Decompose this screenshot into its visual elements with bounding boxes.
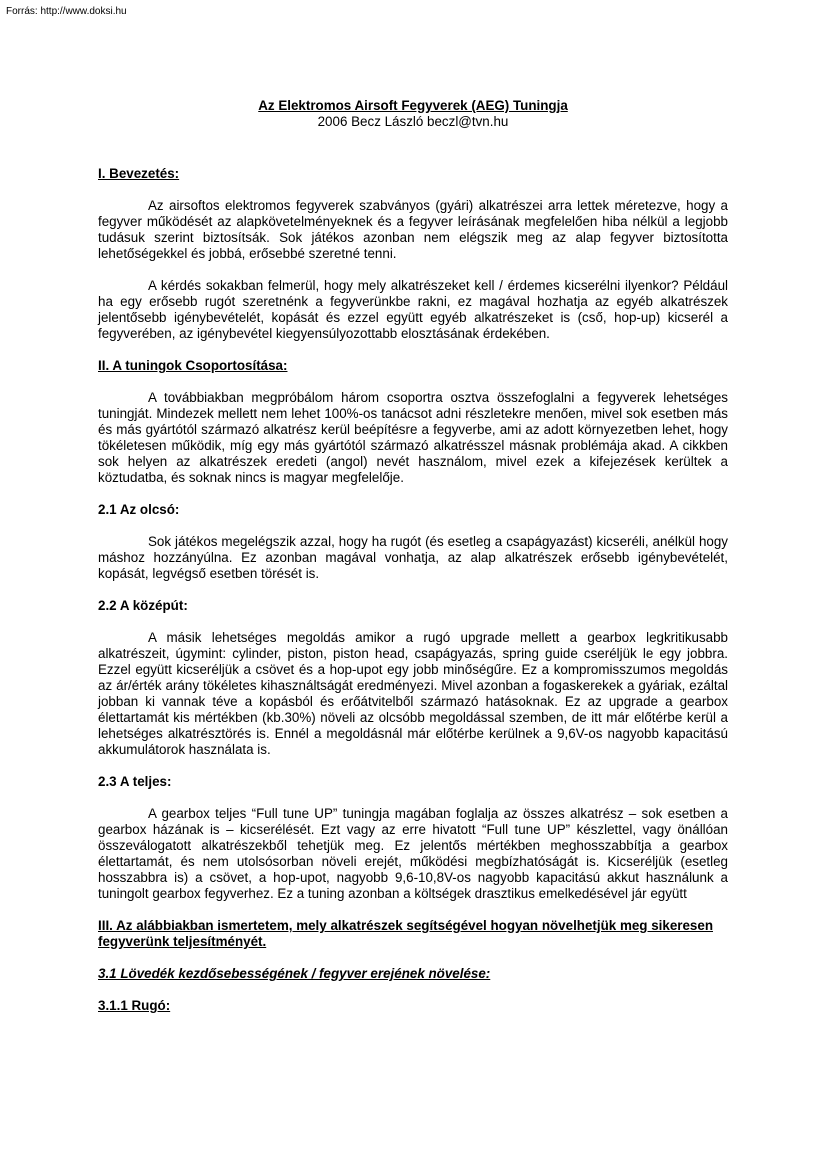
paragraph-groups-1: A továbbiakban megpróbálom három csoportra osztva összefoglalni a fegyverek lehetséges tuningját. Mindezek mellett nem lehet 100%-os tanácsot adni részletekre menően, mivel sok esetben más és más gyártótól származó alkatrész kerül beépítésre a fegyverbe, ami az adott környezetben lehet, hogy tökéletesen működik, míg egy más gyártótól származó alkatrésszel másnak problémája akad. A cikkben sok helyen az alkatrészek eredeti (angol) nevét használom, mivel ezek a kifejezések kerültek a köztudatba, és soknak nincs is magyar megfelelője. [98, 390, 728, 485]
paragraph-cheap-1: Sok játékos megelégszik azzal, hogy ha rugót (és esetleg a csapágyazást) kicseréli, anélkül hogy máshoz hozzányúlna. Ez azonban magával vonhatja, az alap alkatrészek erősebb igénybevételét, kopását, legvégső esetben törését is. [98, 534, 728, 581]
paragraph-middle-1: A másik lehetséges megoldás amikor a rugó upgrade mellett a gearbox legkritikusabb alkatrészeit, úgymint: cylinder, piston, piston head, csapágyazás, spring guide cseréljük le egy jobbra. Ezzel együtt kicseréljük a csövet és a hop-upot egy jobb minőségűre. Ez a kompromisszumos megoldás az ár/érték arány tökéletes kihasználtságát eredményezi. Mivel azonban a fogaskerekek a gyáriak, ezáltal jobban ki vannak téve a kopásból és erőátvitelből származó hatásoknak. Ez az upgrade a gearbox élettartamát kis mértékben (kb.30%) növeli az olcsóbb megoldással szemben, de itt már előtérbe kerül a lehetséges alkatrésztörés is. Ennél a megoldásnál már előtérbe kerülnek a 9,6V-os nagyobb kapacitású akkumulátorok használata is. [98, 630, 728, 757]
section-heading-groups: II. A tuningok Csoportosítása: [98, 358, 288, 373]
paragraph-intro-1: Az airsoftos elektromos fegyverek szabványos (gyári) alkatrészei arra lettek méretezve, hogy a fegyver működését az alapkövetelményeknek és a fegyver leírásának megfelelően hiba nélkül a legjobb tudásuk szerint biztosítsák. Sok játékos azonban nem elégszik meg az alap fegyver biztosította lehetőségekkel és jobbá, erősebbé szeretné tenni. [98, 198, 728, 261]
section-heading-full: 2.3 A teljes: [98, 774, 172, 789]
section-heading-intro: I. Bevezetés: [98, 166, 180, 181]
paragraph-full-1: A gearbox teljes “Full tune UP” tuningja magában foglalja az összes alkatrész – sok esetben a gearbox házának is – kicserélését. Ezt vagy az erre hivatott “Full tune UP” készlettel, vagy önállóan összeválogatott alkatrészekből tehetjük meg. Ez jelentős mértékben meghosszabbítja a gearbox élettartamát, és nem utolsósorban növeli erejét, működési megbízhatóságát is. Kicseréljük (esetleg hosszabbra is) a csövet, a hop-upot, nagyobb 9,6-10,8V-os nagyobb kapacitású akkut használunk a tuningolt gearbox fegyverhez. Ez a tuning azonban a költségek drasztikus emelkedésével jár együtt [98, 806, 728, 901]
section-heading-speed: 3.1 Lövedék kezdősebességének / fegyver erejének növelése: [98, 966, 491, 981]
section-heading-middle: 2.2 A középút: [98, 598, 188, 613]
document-title: Az Elektromos Airsoft Fegyverek (AEG) Tuningja [258, 98, 568, 113]
document-author-line: 2006 Becz László beczl@tvn.hu [317, 114, 509, 129]
document-page [98, 98, 728, 1030]
section-heading-cheap: 2.1 Az olcsó: [98, 502, 180, 517]
paragraph-intro-2: A kérdés sokakban felmerül, hogy mely alkatrészeket kell / érdemes kicserélni ilyenkor? Például ha egy erősebb rugót szeretnénk a fegyverünkbe rakni, ez magával hozhatja az egyéb alkatrészek jelentősebb igénybevételét, kopását és ezzel együtt egyéb alkatrészeket is (cső, hop-up) kicserél a fegyverében, az igénybevétel kiegyensúlyozottabb elosztásának érdekében. [98, 278, 728, 341]
title-block [98, 98, 728, 130]
section-heading-parts: III. Az alábbiakban ismertetem, mely alkatrészek segítségével hogyan növelhetjük meg sikeresen fegyverünk teljesítményét. [98, 918, 713, 949]
source-label: Forrás: http://www.doksi.hu [6, 6, 127, 17]
section-heading-spring: 3.1.1 Rugó: [98, 998, 171, 1013]
